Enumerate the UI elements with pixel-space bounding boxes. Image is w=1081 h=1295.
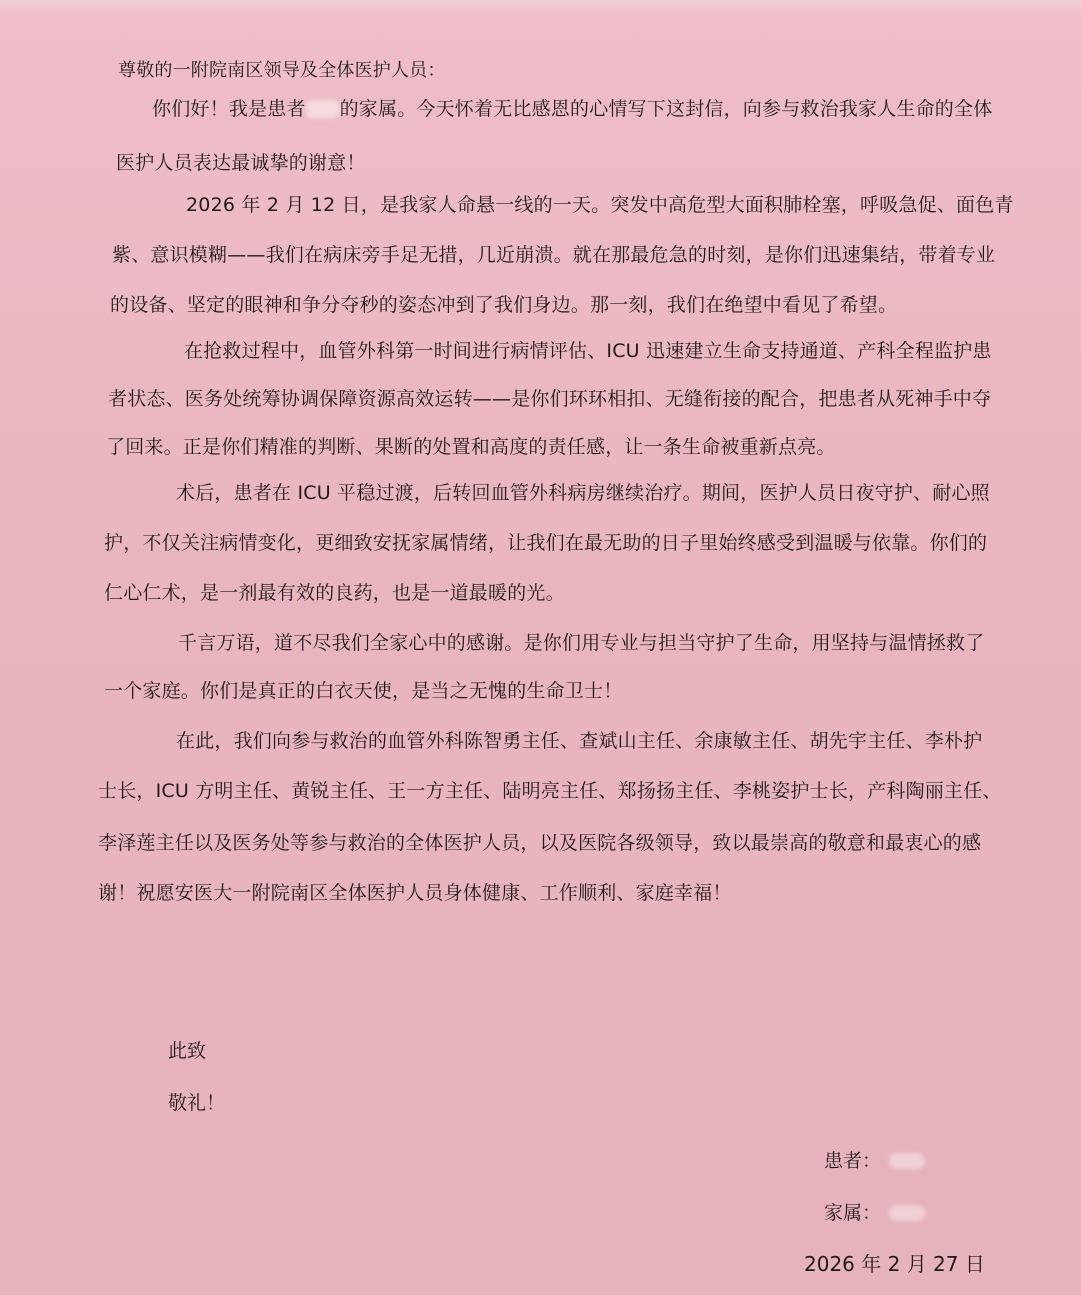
paragraph-5-line-2: 一个家庭。你们是真正的白衣天使，是当之无愧的生命卫士！ (104, 680, 623, 702)
letter-date: 2026 年 2 月 27 日 (804, 1252, 985, 1276)
patient-signature (824, 1146, 925, 1173)
paragraph-4-line-1: 术后，患者在 ICU 平稳过渡，后转回血管外科病房继续治疗。期间，医护人员日夜守护、耐心照 (176, 482, 990, 504)
paragraph-6-line-1: 在此，我们向参与救治的血管外科陈智勇主任、查斌山主任、余康敏主任、胡先宇主任、李朴护 (176, 730, 983, 752)
family-label: 家属： (824, 1202, 882, 1224)
redacted-patient-name (306, 100, 340, 118)
paragraph-2-line-3: 的设备、坚定的眼神和争分夺秒的姿态冲到了我们身边。那一刻，我们在绝望中看见了希望。 (110, 294, 898, 316)
closing-line-2: 敬礼！ (168, 1092, 226, 1114)
paragraph-6-line-4: 谢！祝愿安医大一附院南区全体医护人员身体健康、工作顺利、家庭幸福！ (98, 882, 732, 904)
family-signature (824, 1198, 925, 1225)
paragraph-5-line-1: 千言万语，道不尽我们全家心中的感谢。是你们用专业与担当守护了生命，用坚持与温情拯救了 (178, 632, 985, 654)
paragraph-1-line-1-b: 的家属。今天怀着无比感恩的心情写下这封信，向参与救治我家人生命的全体 (339, 98, 993, 120)
paragraph-2-line-2: 紫、意识模糊——我们在病床旁手足无措，几近崩溃。就在那最危急的时刻，是你们迅速集结，带着专业 (112, 244, 996, 266)
paper-fold-shadow (0, 0, 1081, 18)
paragraph-1-line-1-a: 你们好！我是患者 (152, 98, 306, 120)
paragraph-1-line-1 (152, 98, 992, 120)
paragraph-3-line-3: 了回来。正是你们精准的判断、果断的处置和高度的责任感，让一条生命被重新点亮。 (106, 436, 836, 458)
closing-line-1: 此致 (168, 1040, 207, 1062)
paragraph-6-line-2: 士长，ICU 方明主任、黄锐主任、王一方主任、陆明亮主任、郑扬扬主任、李桃姿护士长，产科陶丽主任、 (98, 780, 1002, 802)
paragraph-1-line-2: 医护人员表达最诚挚的谢意！ (116, 152, 366, 174)
paragraph-2-line-1: 2026 年 2 月 12 日，是我家人命悬一线的一天。突发中高危型大面积肺栓塞，呼吸急促、面色青 (186, 194, 1014, 216)
greeting: 尊敬的一附院南区领导及全体医护人员： (118, 60, 446, 81)
paragraph-6-line-3: 李泽莲主任以及医务处等参与救治的全体医护人员，以及医院各级领导，致以最崇高的敬意和最衷心的感 (98, 832, 982, 854)
paragraph-3-line-1: 在抢救过程中，血管外科第一时间进行病情评估、ICU 迅速建立生命支持通道、产科全程监护患 (184, 340, 992, 362)
redacted-family-signature (889, 1205, 925, 1221)
paragraph-4-line-3: 仁心仁术，是一剂最有效的良药，也是一道最暖的光。 (104, 582, 565, 604)
paragraph-4-line-2: 护，不仅关注病情变化，更细致安抚家属情绪，让我们在最无助的日子里始终感受到温暖与依靠。你们的 (104, 532, 988, 554)
patient-label: 患者： (824, 1150, 882, 1172)
redacted-patient-signature (889, 1153, 925, 1169)
paragraph-3-line-2: 者状态、医务处统筹协调保障资源高效运转——是你们环环相扣、无缝衔接的配合，把患者从死神手中夺 (108, 388, 992, 410)
